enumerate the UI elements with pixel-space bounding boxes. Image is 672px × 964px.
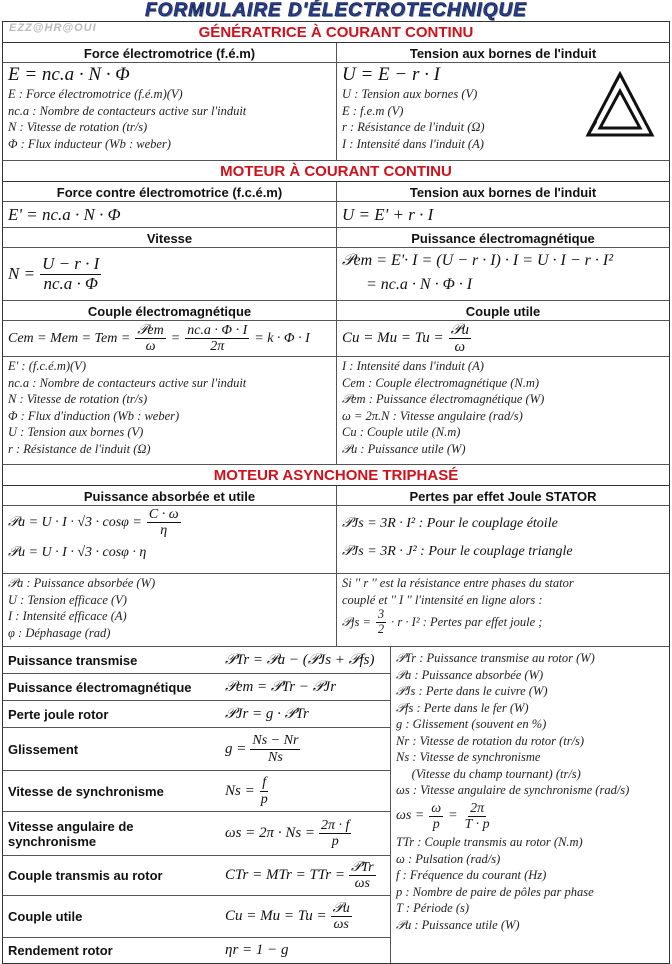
legend-line: φ : Déphasage (rad) [8,625,111,640]
section-generatrice [3,22,669,43]
legend-line: 𝒫em : Puissance électromagnétique (W) [342,392,545,406]
subheading: Pertes par effet Joule STATOR [336,486,669,505]
formula: U = E' + r · I [336,202,669,227]
legend [336,357,669,464]
formula-vitesse [3,248,336,300]
legend-line: U : Tension aux bornes (V) [342,87,478,101]
legend-line: E' : (f.c.é.m)(V) [8,359,86,373]
legend [396,650,664,799]
lhs: g = [225,740,247,757]
legend-line: (Vitesse du champ tournant) (tr/s) [396,766,581,781]
legend-line: E : Force électromotrice (f.é.m)(V) [8,87,183,101]
table-row [3,771,390,812]
lhs: Ns = [225,782,255,799]
lhs: Cu = Mu = Tu = [225,908,327,924]
table-row [3,856,390,896]
section-moteur-asynchrone: MOTEUR ASYNCHONE TRIPHASÉ [3,465,669,486]
legend-line: f : Fréquence du courant (Hz) [396,868,547,883]
lhs: N = [8,264,36,283]
gcc-subheaders [3,43,669,63]
formula: 𝒫Js = 3R · J² : Pour le couplage triangle [342,544,573,559]
subheading: Force électromotrice (f.é.m) [83,46,256,61]
legend-line: U : Tension aux bornes (V) [8,425,144,439]
row-label: Perte joule rotor [8,706,109,722]
numerator: 2π [470,800,485,816]
table-row [3,647,390,674]
denominator: p [260,791,268,807]
legend-line: r : Résistance de l'induit (Ω) [8,441,151,456]
legend-line: 𝒫a : Puissance absorbée (W) [8,576,156,590]
formula: ηr = 1 − g [225,942,289,958]
lhs: CTr = MTr = TTr = [225,867,346,883]
legend-line: N : Vitesse de rotation (tr/s) [8,120,148,134]
formula [225,733,390,765]
table-row [3,674,390,701]
row-label: Vitesse angulaire de synchronisme [8,818,134,849]
section-moteur-cc: MOTEUR À COURANT CONTINU [3,161,669,182]
denominator: ωs [333,917,349,932]
formula [225,901,390,933]
legend [3,574,336,646]
legend-line: nc.a : Nombre de contacteurs active sur l'induit [8,375,247,390]
numerator: nc.a · Φ · I [187,322,248,338]
legend-line: p : Nombre de paire de pôles par phase [396,884,594,899]
rhs: = k · Φ · I [254,330,310,346]
legend-line: 𝒫u : Puissance utile (W) [396,917,520,932]
legend-line: nc.a : Nombre de contacteurs active sur l'induit [8,103,247,118]
row-label: Puissance transmise [8,652,138,668]
legend-line: g : Glissement (souvent en %) [396,717,547,731]
subheading: Tension aux bornes de l'induit [336,182,669,201]
row-label: Rendement rotor [8,943,113,958]
section-title: GÉNÉRATRICE À COURANT CONTINU [198,24,474,41]
legend-line: I : Intensité dans l'induit (A) [342,359,484,373]
legend-line: ω = 2π.N : Vitesse angulaire (rad/s) [342,408,523,423]
lhs: 𝒫js = [342,614,371,629]
denominator: T · p [464,816,490,832]
formula-sheet [2,21,670,964]
subheading: Couple utile [336,301,669,320]
legend-line: couplé et '' I '' l'intensité en ligne alors : [342,592,543,607]
row-label: Puissance électromagnétique [8,679,192,695]
subheading: Puissance absorbée et utile [83,489,256,504]
penrose-triangle-icon [585,71,655,141]
formula: U = E − r · I [342,64,440,85]
denominator: nc.a · Φ [43,273,98,293]
subheading: Puissance électromagnétique [336,228,669,247]
denominator: η [160,523,168,539]
formula: 𝒫Js = 3R · I² : Pour le couplage étoile [342,516,558,531]
formula: E = nc.a · N · Φ [8,64,130,85]
numerator: f [262,775,267,791]
legend-line: ω : Pulsation (rad/s) [396,851,501,866]
legend-line: Φ : Flux inducteur (Wb : weber) [8,136,171,151]
gcc-content [3,63,669,161]
denominator: p [331,834,339,849]
formula-cem: Cem = Mem = Tem = $\frac{\text{𝒫em}}{\omega}$ = $\frac{nc.a \cdot \Phi \cdot I}{2\pi}$ = k · Φ · I [8,322,310,354]
legend-line: 𝒫a : Puissance absorbée (W) [396,667,544,682]
legend-line: ωs : Vitesse angulaire de synchronisme (rad/s) [396,783,630,797]
table-row [3,896,390,938]
legend-line: 𝒫Tr : Puissance transmise au rotor (W) [396,651,595,665]
table-row [3,701,390,728]
legend-line: 𝒫fs : Perte dans le fer (W) [396,700,529,715]
lhs: ωs = 2π · Ns = [225,825,316,841]
denominator: p [432,816,440,832]
asynchrone-table [3,647,669,963]
table-row [3,938,390,963]
denominator: 2 [377,621,385,636]
formula-rows [3,647,391,963]
formula: E' = nc.a · N · Φ [8,204,121,224]
denominator: ω [454,339,466,355]
legend-line: U : Tension efficace (V) [8,592,127,607]
legend-line: E : f.e.m (V) [342,103,404,118]
legend-line: I : Intensité dans l'induit (A) [342,136,484,151]
formula [225,775,390,807]
legend-line: 𝒫u : Puissance utile (W) [342,441,466,456]
legend-line: Nr : Vitesse de rotation du rotor (tr/s) [396,733,585,748]
numerator: 𝒫em [137,322,164,338]
legend-line: Cu : Couple utile (N.m) [342,425,461,439]
table-row [3,812,390,856]
rhs: · r · I² : Pertes par effet joule ; [391,614,543,629]
row-label: Glissement [8,741,79,757]
lhs: Cu = Mu = Tu = [342,330,444,346]
numerator: 𝒫u [332,900,350,916]
numerator: U − r · I [42,253,100,273]
formula: 𝒫Tr = 𝒫a − (𝒫Js + 𝒫fs) [225,652,375,668]
formula-ws: ωs = $\frac{\omega}{p}$ = $\frac{2\pi}{T \cdot p}$ [396,800,490,832]
subheading: Force contre électromotrice (f.c.é.m) [56,185,283,200]
legend-line: Cem : Couple électromagnétique (N.m) [342,375,540,390]
legend [8,86,331,152]
numerator: ω [431,800,442,816]
formula-pjs [342,608,664,637]
denominator: ωs [354,876,370,891]
row-label: Couple utile [8,909,83,924]
numerator: Ns − Nr [252,733,299,749]
formula-pa [8,507,331,539]
numerator: 𝒫Tr [351,859,374,875]
legend-line: Ns : Vitesse de synchronisme [396,750,541,764]
formula-pu: 𝒫u = U · I · √3 · cosφ · η [8,544,147,560]
page-title: FORMULAIRE D'ÉLECTROTECHNIQUE [145,0,527,21]
subheading: Vitesse [146,231,193,246]
denominator: Ns [267,749,283,765]
legend [342,575,664,608]
subheading: Couple électromagnétique [87,304,252,319]
legend-line: r : Résistance de l'induit (Ω) [342,120,485,134]
formula [225,818,390,850]
legend-line: N : Vitesse de rotation (tr/s) [8,392,148,406]
author-logo: EZZ@HR@OUI [9,22,97,34]
numerator: 3 [377,607,385,621]
legend-line: Si '' r '' est la résistance entre phases du stator [342,576,574,590]
row-label: Couple transmis au rotor [8,868,163,883]
formula [225,860,390,892]
formula-cu [336,321,669,356]
lhs: ωs = [396,808,425,824]
legend-line: Φ : Flux d'induction (Wb : weber) [8,408,180,423]
legend [396,834,664,933]
table-row [3,728,390,771]
legend-line: 𝒫Js : Perte dans le cuivre (W) [396,684,548,698]
lhs: 𝒫a = U · I · √3 · cosφ = [8,514,142,530]
subheading: Tension aux bornes de l'induit [336,43,669,62]
legend [3,357,336,464]
denominator: 2π [210,339,225,354]
formula: 𝒫em = E'· I = (U − r · I) · I = U · I − r · I² [342,252,614,269]
legend-line: T : Période (s) [396,901,470,916]
formula: 𝒫em = 𝒫Tr − 𝒫Jr [225,679,337,695]
numerator: 𝒫u [450,321,469,338]
legend-line: TTr : Couple transmis au rotor (N.m) [396,835,583,850]
denominator: ω [145,339,156,354]
numerator: 2π · f [321,817,350,833]
formula: 𝒫Jr = g · 𝒫Tr [225,706,309,722]
legend-line: I : Intensité efficace (A) [8,609,127,623]
numerator: C · ω [148,507,179,522]
row-label: Vitesse de synchronisme [8,783,164,799]
formula: = nc.a · N · Φ · I [366,276,473,293]
lhs: Cem = Mem = Tem = [8,330,131,346]
